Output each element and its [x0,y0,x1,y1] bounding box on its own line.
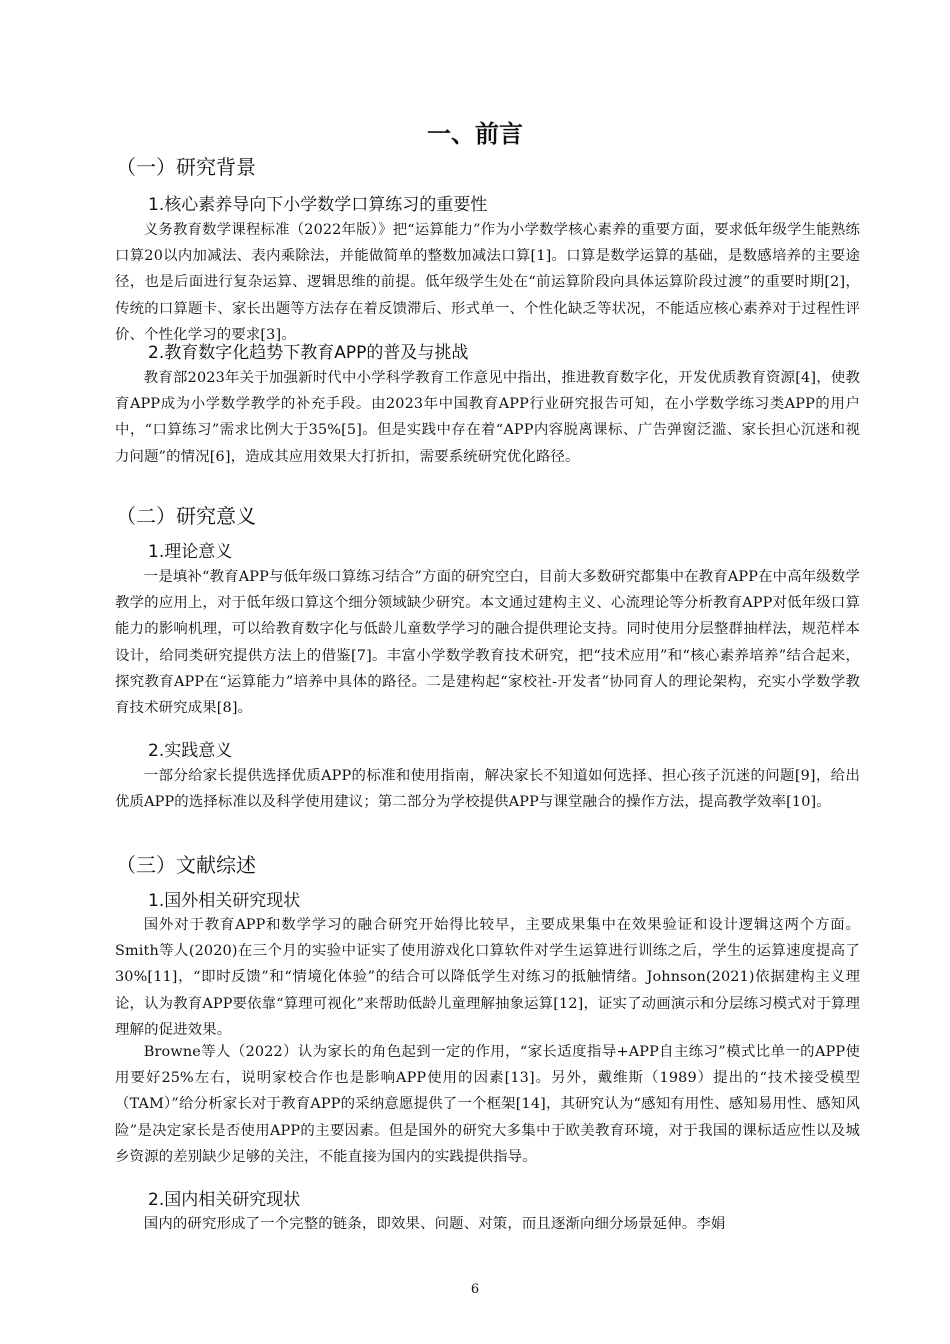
paragraph-foreign-research-1: 国外对于教育APP和数学学习的融合研究开始得比较早，主要成果集中在效果验证和设计逻辑这两个方面。Smith等人(2020)在三个月的实验中证实了使用游戏化口算软件对学生运算进行训练之后，学生的运算速度提高了30%[11]，“即时反馈”和“情境化体验”的结合可以降低学生对练习的抵触情绪。Johnson(2021)依据建构主义理论，认为教育APP要依靠“算理可视化”来帮助低龄儿童理解抽象运算[12]，证实了动画演示和分层练习模式对于算理理解的促进效果。 [115,917,860,1038]
paragraph-practice: 一部分给家长提供选择优质APP的标准和使用指南，解决家长不知道如何选择、担心孩子沉迷的问题[9]，给出优质APP的选择标准以及科学使用建议；第二部分为学校提供APP与课堂融合的操作方法，提高教学效率[10]。 [115,768,860,811]
subsection-title-domestic-research: 2.国内相关研究现状 [148,1190,301,1210]
subsection-title-foreign-research: 1.国外相关研究现状 [148,891,301,911]
subsection-title-theory: 1.理论意义 [148,542,233,562]
paragraph-app-challenges: 教育部2023年关于加强新时代中小学科学教育工作意见中指出，推进教育数字化，开发优质教育资源[4]，使教育APP成为小学数学教学的补充手段。由2023年中国教育APP行业研究报告可知，在小学数学练习类APP的用户中，“口算练习”需求比例大于35%[5]。但是实践中存在着“APP内容脱离课标、广告弹窗泛滥、家长担心沉迷和视力问题”的情况[6]，造成其应用效果大打折扣，需要系统研究优化路径。 [115,370,860,465]
section-title-background: （一）研究背景 [116,155,256,179]
section-title-significance: （二）研究意义 [116,504,256,528]
chapter-title: 一、前言 [427,120,523,149]
section-title-literature-review: （三）文献综述 [116,853,256,877]
paragraph-importance: 义务教育数学课程标准（2022年版）》把“运算能力”作为小学数学核心素养的重要方面，要求低年级学生能熟练口算20以内加减法、表内乘除法，并能做简单的整数加减法口算[1]。口算是数学运算的基础，是数感培养的主要途径，也是后面进行复杂运算、逻辑思维的前提。低年级学生处在“前运算阶段向具体运算阶段过渡”的重要时期[2]，传统的口算题卡、家长出题等方法存在着反馈滞后、形式单一、个性化缺乏等状况，不能适应核心素养对于过程性评价、个性化学习的要求[3]。 [115,222,860,343]
page-number: 6 [470,1282,480,1297]
subsection-title-importance: 1.核心素养导向下小学数学口算练习的重要性 [148,195,488,215]
subsection-title-practice: 2.实践意义 [148,741,233,761]
paragraph-theory: 一是填补“教育APP与低年级口算练习结合”方面的研究空白，目前大多数研究都集中在教育APP在中高年级数学教学的应用上，对于低年级口算这个细分领域缺少研究。本文通过建构主义、心流理论等分析教育APP对低年级口算能力的影响机理，可以给教育数字化与低龄儿童数学学习的融合提供理论支持。同时使用分层整群抽样法，规范样本设计，给同类研究提供方法上的借鉴[7]。丰富小学数学教育技术研究，把“技术应用”和“核心素养培养”结合起来，探究教育APP在“运算能力”培养中具体的路径。二是建构起“家校社-开发者”协同育人的理论架构，充实小学数学教育技术研究成果[8]。 [115,569,860,717]
subsection-title-app-challenges: 2.教育数字化趋势下教育APP的普及与挑战 [148,343,469,363]
paragraph-domestic-research: 国内的研究形成了一个完整的链条，即效果、问题、对策，而且逐渐向细分场景延伸。李娟 [143,1216,726,1232]
paragraph-foreign-research-2: Browne等人（2022）认为家长的角色起到一定的作用，“家长适度指导+APP自主练习”模式比单一的APP使用要好25%左右，说明家校合作也是影响APP使用的因素[13]。另外，戴维斯（1989）提出的“技术接受模型（TAM）”给分析家长对于教育APP的采纳意愿提供了一个框架[14]，其研究认为“感知有用性、感知易用性、感知风险”是决定家长是否使用APP的主要因素。但是国外的研究大多集中于欧美教育环境，对于我国的课标适应性以及城乡资源的差别缺少足够的关注，不能直接为国内的实践提供指导。 [115,1044,860,1165]
